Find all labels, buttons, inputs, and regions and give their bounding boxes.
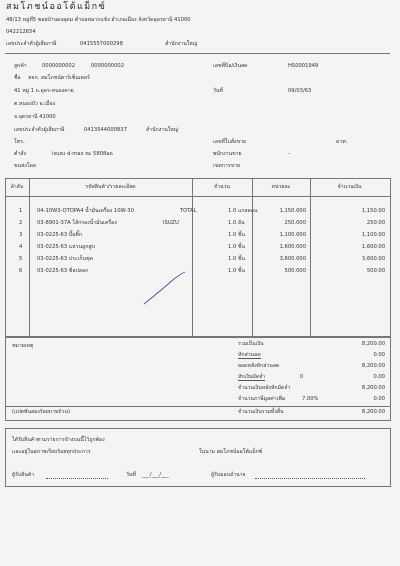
- company-phone: 042212654: [6, 29, 36, 35]
- company-address: 48/13 หมู่ที่5 ซอยบ้านดงอุดม ตำบลหมากแข้ง อำเภอเมือง จังหวัดอุดรธานี 41000: [6, 17, 191, 23]
- col-divider: [29, 178, 30, 337]
- row-amount: 1,100.00: [361, 232, 385, 238]
- company-name: สมโภชน์ออโต้แม็กซ์: [6, 2, 107, 12]
- customer-tax-id: 0413544000837: [84, 127, 127, 133]
- items-header-divider: [5, 196, 390, 197]
- row-desc: 03-8901-37A ไส้กรองน้ำมันเครื่อง: [37, 220, 117, 226]
- company-branch: สำนักงานใหญ่: [165, 41, 198, 47]
- row-desc: 03-0225-63 ปั๊มติ๊ก: [37, 232, 83, 238]
- row-amount: 1,600.00: [361, 244, 385, 250]
- row-price: 3,600.000: [279, 256, 306, 262]
- customer-address-2: ต.หนองบัว อ.เมือง: [14, 101, 56, 107]
- receive-date-value: ___/___/___: [142, 472, 169, 478]
- header-price: หน่วยละ: [271, 184, 291, 190]
- row-price: 1,150.000: [279, 208, 306, 214]
- row-price: 1,100.000: [279, 232, 306, 238]
- salesman-value: -: [288, 151, 290, 157]
- row-no: 5: [19, 256, 23, 262]
- receiver-label: ผู้รับสินค้า: [12, 472, 35, 478]
- vehicle-label: ตำสั่ง: [14, 151, 26, 157]
- vehicle-value: isuzu d-max ทะ 5808อด: [52, 151, 113, 157]
- customer-address-3: จ.อุดรธานี 41000: [14, 114, 56, 120]
- row-price: 500.000: [284, 268, 306, 274]
- company-tax-id: 0415557000298: [80, 41, 123, 47]
- customer-phone-label: โทร.: [14, 139, 25, 145]
- col-divider: [192, 178, 193, 337]
- row-price: 250.000: [284, 220, 306, 226]
- customer-code: 0000000002: [42, 63, 76, 69]
- row-qty: 1.0 ชิ้น: [228, 244, 245, 250]
- company-tax-label: เลขประจำตัวผู้เสียภาษี: [6, 41, 57, 47]
- row-desc: 04-10W3-OTOPA4 น้ำมันเครื่อง 10W-30: [37, 208, 134, 214]
- credit-unit: ดาท.: [336, 139, 348, 145]
- receiver-signature-line: [46, 478, 108, 479]
- customer-branch: สำนักงานใหญ่: [146, 127, 179, 133]
- row-no: 1: [19, 208, 23, 214]
- summary-label: หักเงินมัดจำ: [238, 374, 266, 380]
- row-desc: 03-0225-63 ซีลปลอก: [37, 268, 89, 274]
- summary-label: จำนวนเงินหลังหักมัดจำ: [238, 385, 291, 391]
- summary-label: จำนวนเงินรวมทั้งสิ้น: [238, 409, 284, 415]
- row-no: 6: [19, 268, 23, 274]
- summary-label: หักส่วนลด: [238, 352, 261, 358]
- row-price: 1,600.000: [279, 244, 306, 250]
- header-amount: จำนวนเงิน: [337, 184, 362, 190]
- summary-value: 8,200.00: [361, 341, 385, 347]
- customer-name: หจก. สมโภชน์คาร์เซ็นเตอร์: [28, 75, 90, 81]
- header-no: ลำดับ: [10, 184, 24, 190]
- row-qty: 1.0 อัน: [228, 220, 245, 226]
- customer-name-label: ชื่อ: [14, 75, 21, 81]
- row-qty: 1.0 แกลลอน: [228, 208, 258, 214]
- row-no: 2: [19, 220, 23, 226]
- customer-code-2: 0000000002: [91, 63, 125, 69]
- summary-label: ยอดหลังหักส่วนลด: [238, 363, 280, 369]
- summary-divider: [5, 406, 390, 407]
- authorized-label: ผู้รับมอบอำนาจ: [211, 472, 246, 478]
- row-amount: 1,150.00: [361, 208, 385, 214]
- header-qty: จำนวน: [214, 184, 230, 190]
- row-no: 3: [19, 232, 23, 238]
- invoice-number: HS0001949: [288, 63, 319, 69]
- row-no: 4: [19, 244, 23, 250]
- row-desc: 03-0225-63 แหวนลูกสูบ: [37, 244, 95, 250]
- invoice-date: 09/03/63: [288, 88, 312, 94]
- summary-value: 8,200.00: [361, 363, 385, 369]
- received-line-1: ได้รับสินค้าตามรายการข้างบนนี้ไว้ถูกต้อง: [12, 437, 105, 443]
- summary-label: จำนวนภาษีมูลค่าเพิ่ม: [238, 396, 286, 402]
- row-qty: 1.0 ชิ้น: [228, 268, 245, 274]
- summary-pct: 7.00%: [302, 396, 319, 402]
- shipping-label: ขนส่งโดย: [14, 163, 36, 169]
- summary-value: 0.00: [373, 352, 385, 358]
- summary-value: 0.00: [373, 374, 385, 380]
- customer-address-1: 41 หมู่ 1 ถ.อุดร-หนองคาย: [14, 88, 74, 94]
- invoice-date-label: วันที่: [213, 88, 223, 94]
- amount-in-words: (แปดพันสองร้อยบาทถ้วน): [12, 409, 70, 415]
- note-label: หมายเหตุ: [12, 343, 34, 349]
- row-extra: TOTAL: [180, 208, 197, 214]
- summary-value: 8,200.00: [361, 385, 385, 391]
- row-amount: 500.00: [366, 268, 385, 274]
- row-amount: 250.00: [366, 220, 385, 226]
- row-qty: 1.0 ชิ้น: [228, 256, 245, 262]
- row-qty: 1.0 ชิ้น: [228, 232, 245, 238]
- received-line-2: และอยู่ในสภาพเรียบร้อยทุกประการ: [12, 449, 91, 455]
- summary-value: 8,200.00: [361, 409, 385, 415]
- row-amount: 3,600.00: [361, 256, 385, 262]
- row-extra: ISUZU: [163, 220, 179, 226]
- header-desc: รหัสสินค้า/รายละเอียด: [85, 184, 136, 190]
- customer-tax-label: เลขประจำตัวผู้เสียภาษี: [14, 127, 65, 133]
- row-desc: 03-0225-63 ประเก็นชุด: [37, 256, 94, 262]
- pen-mark: [140, 270, 190, 310]
- authorized-signature-line: [255, 478, 365, 479]
- receive-date-label: วันที่: [126, 472, 136, 478]
- salesman-label: พนักงานขาย: [213, 151, 242, 157]
- summary-value: 0.00: [373, 396, 385, 402]
- invoice-number-label: เลขที่บิล/เงินสด: [213, 63, 248, 69]
- sales-zone-label: เขตการขาย: [213, 163, 241, 169]
- on-behalf: ในนาม สมโภชน์ออโต้แม็กซ์: [199, 449, 263, 455]
- header-divider: [5, 53, 390, 54]
- customer-code-label: ลูกค้า: [14, 63, 27, 69]
- summary-label: รวมเป็นเงิน: [238, 341, 264, 347]
- order-ref-label: เลขที่ใบสั่งขาย: [213, 139, 246, 145]
- summary-pct: 0: [300, 374, 304, 380]
